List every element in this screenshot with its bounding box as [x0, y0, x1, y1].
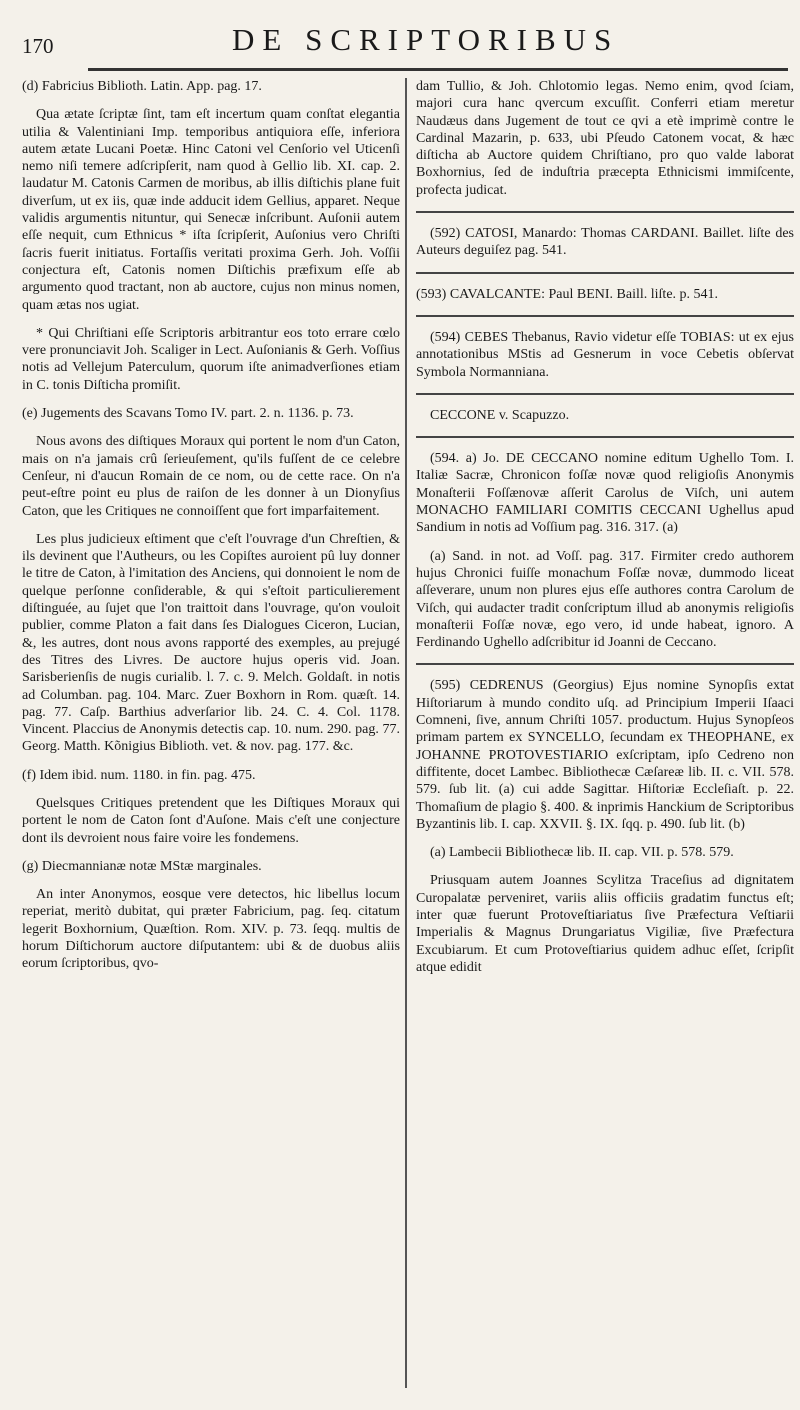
entry-593: (593) CAVALCANTE: Paul BENI. Baill. liſte. p. 541. — [416, 286, 719, 302]
running-head: DE SCRIPTORIBUS — [232, 22, 620, 57]
continuation-text: dam Tullio, & Joh. Chlotomio legas. Nemo enim, qvod ſciam, majori cura hanc qvercum excuſſit. Conferri etiam meretur Naudæus dans Jugement de tout ce qvi a etè imprimè contre le Cardinal Mazarin, p. 633, ubi Pſeudo Catonem vocat, & hæc diſticha ab Auctore quidem Chriſtiano, pro quo valde laborat Boxhornius, ſed de induſtria præcepta Ethnicismi immiſcente, profecta judicat. — [416, 79, 794, 198]
entry-592: (592) CATOSI, Manardo: Thomas CARDANI. Baillet. liſte des Auteurs deguiſez pag. 541. — [416, 226, 794, 259]
page-number: 170 — [22, 34, 54, 58]
footnote-f-ref: (f) Idem ibid. num. 1180. in fin. pag. 475. — [22, 767, 256, 783]
entry-rule — [416, 663, 794, 665]
entry-rule — [416, 315, 794, 317]
entry-594: (594) CEBES Thebanus, Ravio videtur eſſe TOBIAS: ut ex ejus annotationibus MStis ad Gesnerum in voce Cebetis obſervat Symbola Normanniana. — [416, 329, 794, 380]
entry-ceccone: CECCONE v. Scapuzzo. — [430, 407, 570, 423]
right-column — [416, 78, 794, 987]
header-rule — [88, 68, 788, 71]
footnote-e-ref: (e) Jugements des Scavans Tomo IV. part. 2. n. 1136. p. 73. — [22, 406, 354, 422]
footnote-595-text: Priusquam autem Joannes Scylitza Traceſius ad dignitatem Curopalatæ perveniret, variis aliis officiis gradatim functus eſt; inter quæ fuerunt Protoveſtiariatus ſive Præfectura Veſtiarii Imperialis & Magnus Drungariatus Vigiliæ, ſive Præfectura Excubiarum. Et cum Protoveſtiarius quidem adhuc eſſet, ſcripſit atque edidit — [416, 873, 794, 975]
entry-rule — [416, 436, 794, 438]
left-column — [22, 78, 400, 984]
entry-594a: (594. a) Jo. DE CECCANO nomine editum Ughello Tom. I. Italiæ Sacræ, Chronicon foſſæ novæ quod religioſis Anonymis Monaſterii Foſſænovæ aſſerit Carolus de Viſch, uni autem MONACHO FAMILIARI COMITIS CECCANI Ughellus apud Sandium in notis ad Voſſium pag. 316. 317. (a) — [416, 451, 794, 536]
entry-rule — [416, 393, 794, 395]
footnote-594a: (a) Sand. in not. ad Voſſ. pag. 317. Firmiter credo authorem hujus Chronici fuiſſe monachum Foſſæ novæ, dummodo liceat aſſeverare, unum non plures ejus eſſe authores contra Carolum de Viſch, qui audacter tradit conſcriptum illud ab anonymis religioſis monaſterii Foſſæ novæ, ego vero, id unde habeat, ignoro. A Ferdinando Ughello adſcribitur id Joanni de Ceccano. — [416, 548, 794, 651]
footnote-g-ref: (g) Diecmannianæ notæ MStæ marginales. — [22, 858, 262, 874]
footnote-asterisk: * Qui Chriſtiani eſſe Scriptoris arbitrantur eos toto errare cœlo vere pronunciavit Joh. Scaliger in Lect. Auſonianis & Gerh. Voſſius notis ad Vellejum Paterculum, quorum iſte animadverſiones etiam in C. tonis Diſticha promiſit. — [22, 325, 400, 393]
column-rule — [405, 78, 407, 1388]
entry-rule — [416, 272, 794, 274]
entry-rule — [416, 211, 794, 213]
footnote-g-text: An inter Anonymos, eosque vere detectos, hic libellus locum reperiat, meritò dubitat, qui præter Fabricium, pag. ſeq. citatum legerit Boxhornium, Quæſtion. Rom. XIV. p. 73. ſeqq. multis de horum Diſtichorum auctore diſputantem: ubi & de duobus aliis eorum ſcriptoribus, qvo- — [22, 887, 400, 972]
footnote-d-ref: (d) Fabricius Biblioth. Latin. App. pag. 17. — [22, 79, 262, 94]
footnote-e-text-1: Nous avons des diſtiques Moraux qui portent le nom d'un Caton, mais on n'a jamais crû ſerieuſement, qu'ils fuſſent de ce celebre Cenſeur, ni d'aucun Romain de ce nom, ou de cette race. On n'a peut-eſtre point eu plus de raiſon de les donner à un Dionyſius Caton, que les Critiques ne connoiſſent que fort imparfaitement. — [22, 434, 400, 519]
footnote-f-text: Quelsques Critiques pretendent que les Diſtiques Moraux qui portent le nom de Caton ſont d'Auſone. Mais c'eſt une conjecture dont ils devroient nous faire voire les fondemens. — [22, 795, 400, 846]
footnote-d-text: Qua ætate ſcriptæ ſint, tam eſt incertum quam conſtat elegantia utilia & Valentiniani Imp. temporibus antiquiora eſſe, inferiora autem ætate Lucani Poetæ. Hinc Catoni vel Cenſorio vel Uticenſi nemo niſi temere adſcripſerit, nam quod à Gellio lib. XI. cap. 2. laudatur M. Catonis Carmen de moribus, ab illis diſtichis plane fuit diverſum, ut ex iis, quæ inde adducit idem Gellius, apparet. Neque validis argumentis nituntur, qui Senecæ inſcribunt. Auſonii autem eſſe nequit, cum Ethnicus * iſta ſcripſerit, Auſonius vero Chriſti ſacris fuerit initiatus. Fortaſſis veritati proxima Gerh. Joh. Voſſii conjectura eſt, Catonis nomen Diſtichis præfixum eſſe ab argumento quod tractant, non ab auctore, cujus non minus nomen, quam ætas nos ugiat. — [22, 107, 400, 313]
entry-595: (595) CEDRENUS (Georgius) Ejus nomine Synopſis extat Hiſtoriarum à mundo condito uſq. ad Principium Imperii Iſaaci Comneni, ſive, annum Chriſti 1057. productum. Hujus Synopſeos primam partem ex SYNCELLO, ſecundam ex THEOPHANE, ex JOHANNE PROTOVESTIARIO exſcriptam, ipſo Cedreno non diffitente, docet Lambec. Bibliothecæ Cæſareæ lib. II. c. VII. 578. 579. ſub lit. (a) cui adde Sagittar. Hiſtoriæ Eccleſiaſt. p. 22. Thomaſium de plagio §. 400. & inprimis Hanckium de Scriptoribus Byzantinis lib. I. cap. XXVII. §. IX. ſqq. p. 490. ſub lit. (b) — [416, 678, 794, 832]
footnote-595-a: (a) Lambecii Bibliothecæ lib. II. cap. VII. p. 578. 579. — [430, 845, 734, 861]
footnote-e-text-2: Les plus judicieux eſtiment que c'eſt l'ouvrage d'un Chreſtien, & ils devinent que l'Autheurs, ou les Copiſtes auroient pû luy donner le titre de Caton, à l'imitation des Anciens, qui donnoient le nom de quelque perſonne conſiderable, & qui s'eſtoit particulierement diſtinguée, au ſujet que l'on traittoit dans l'ouvrage, qu'on vouloit publier, comme Platon a fait dans ſes Dialogues Ciceron, Lucian, &, les autres, dont nous avons rapporté des exemples, au prejugé des Titres des Livres. De auctore hujus operis vid. Joan. Sarisberienſis de nugis curialib. l. 7. c. 9. Melch. Goldaſt. in notis ad Columban. pag. 104. Marc. Zuer Boxhorn in Rom. quæſt. 14. pag. 77. Caſp. Barthius adverſarior lib. 24. C. 4. Col. 1178. Vincent. Placcius de Anonymis detectis cap. 10. num. 290. pag. 77. Georg. Matth. Kõnigius Biblioth. vet. & nov. pag. 177. &c. — [22, 531, 400, 755]
